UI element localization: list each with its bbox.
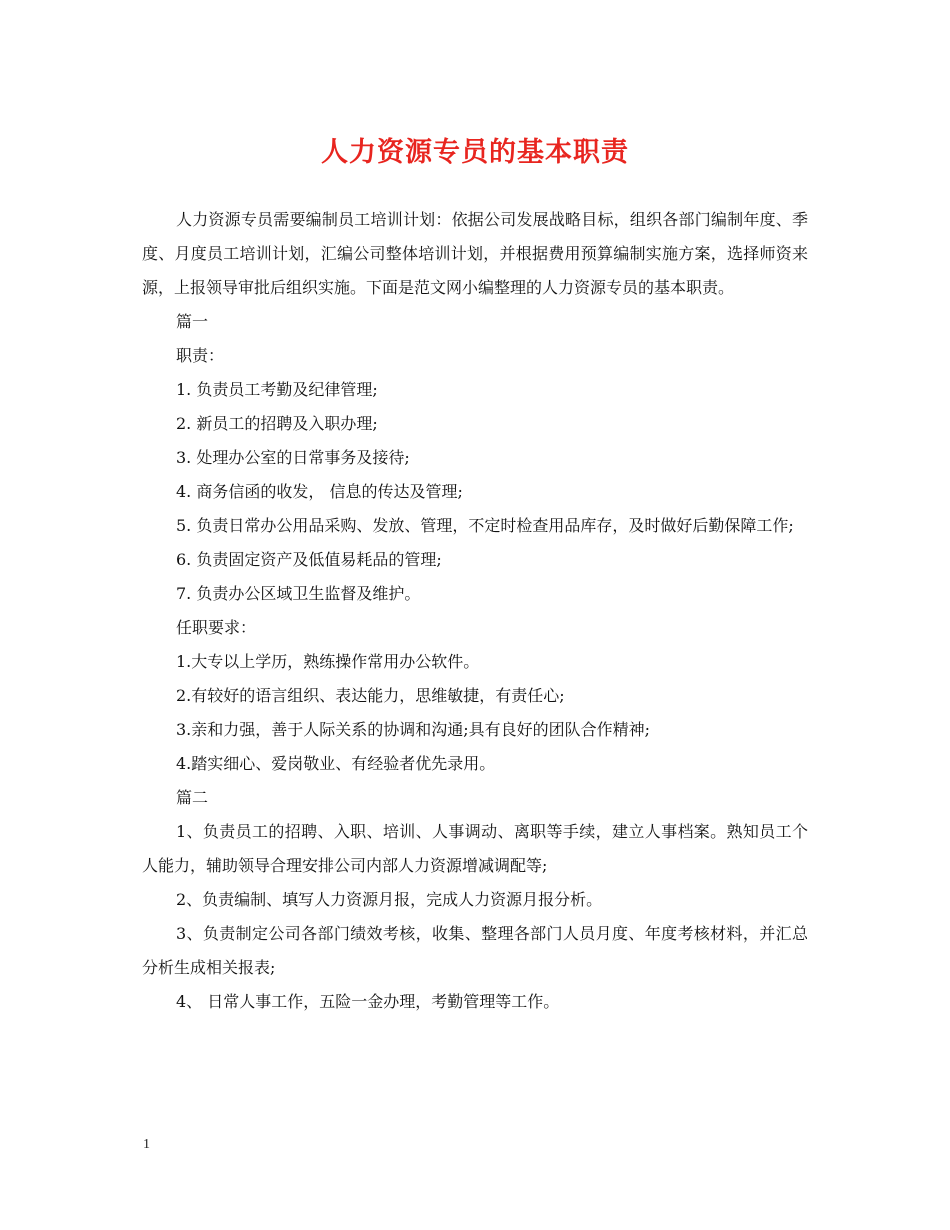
duty-item: 7. 负责办公区域卫生监督及维护。 [176,584,421,603]
duties-heading: 职责： [176,346,225,365]
requirement-item: 3.亲和力强，善于人际关系的协调和沟通;具有良好的团队合作精神; [176,720,651,739]
duty-item: 6. 负责固定资产及低值易耗品的管理; [176,550,442,569]
intro-paragraph: 人力资源专员需要编制员工培训计划：依据公司发展战略目标，组织各部门编制年度、季度、月度员工培训计划，汇编公司整体培训计划，并根据费用预算编制实施方案，选择师资来源，上报领导审批后组织实施。下面是范文网小编整理的人力资源专员的基本职责。 [142,210,808,297]
requirement-item: 1.大专以上学历，熟练操作常用办公软件。 [176,652,480,671]
part-two-item: 1、负责员工的招聘、入职、培训、人事调动、离职等手续，建立人事档案。熟知员工个人能力，辅助领导合理安排公司内部人力资源增减调配等; [142,822,808,875]
part-two-item: 4、 日常人事工作，五险一金办理，考勤管理等工作。 [176,992,560,1011]
page-number: 1 [143,1137,150,1152]
part-two-item: 2、负责编制、填写人力资源月报，完成人力资源月报分析。 [176,890,603,909]
duty-item: 1. 负责员工考勤及纪律管理; [176,380,378,399]
part-two-item: 3、负责制定公司各部门绩效考核，收集、整理各部门人员月度、年度考核材料，并汇总分析生成相关报表; [142,924,808,977]
requirements-heading: 任职要求： [176,618,257,637]
requirement-item: 4.踏实细心、爱岗敬业、有经验者优先录用。 [176,754,496,773]
document-body [142,203,808,1019]
duty-item: 2. 新员工的招聘及入职办理; [176,414,378,433]
document-title: 人力资源专员的基本职责 [321,137,629,168]
duty-item: 3. 处理办公室的日常事务及接待; [176,448,410,467]
duty-item: 4. 商务信函的收发， 信息的传达及管理; [176,482,463,501]
duty-item: 5. 负责日常办公用品采购、发放、管理，不定时检查用品库存，及时做好后勤保障工作; [176,516,794,535]
section-heading-part-two: 篇二 [176,788,209,807]
requirement-item: 2.有较好的语言组织、表达能力，思维敏捷，有责任心; [176,686,565,705]
section-heading-part-one: 篇一 [176,312,209,331]
